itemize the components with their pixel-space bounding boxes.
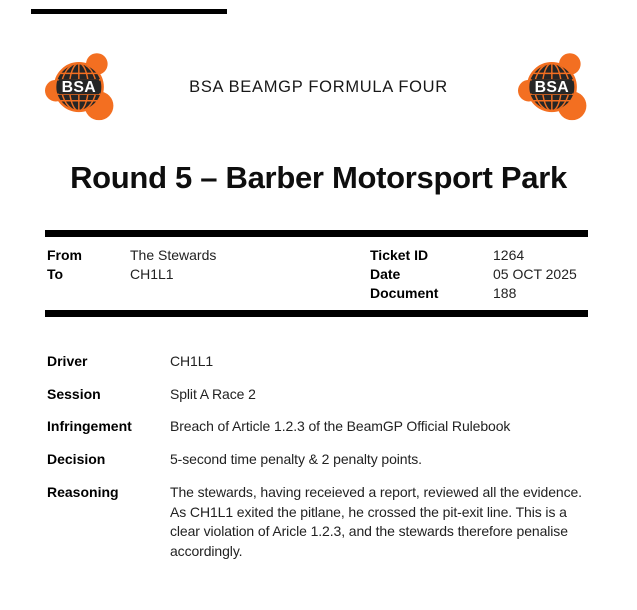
top-partial-rule (31, 9, 227, 14)
meta-label-document: Document (370, 285, 439, 301)
detail-value-reasoning: The stewards, having receieved a report, reviewed all the evidence. As CH1L1 exited the pitlane, he crossed the pit-exit line. This is a clear violation of Aricle 1.2.3, and the stewards therefore penalise accordingly. (170, 484, 582, 559)
meta-label-to: To (47, 266, 64, 282)
detail-label-decision: Decision (47, 451, 106, 467)
detail-label-infringement: Infringement (47, 418, 132, 434)
bsa-logo-text: BSA (534, 79, 570, 97)
meta-value-document: 188 (493, 285, 517, 301)
meta-value-from: The Stewards (130, 247, 217, 263)
bsa-logo-text: BSA (61, 79, 97, 97)
detail-value-infringement: Breach of Article 1.2.3 of the BeamGP Official Rulebook (170, 418, 511, 434)
bsa-logo-right-icon (518, 49, 590, 128)
detail-label-session: Session (47, 386, 101, 402)
meta-rule-bottom (45, 310, 588, 317)
meta-label-date: Date (370, 266, 401, 282)
meta-value-to: CH1L1 (130, 266, 174, 282)
meta-ticket-info (370, 246, 577, 303)
meta-value-ticket-id: 1264 (493, 247, 525, 263)
meta-rule-top (45, 230, 588, 237)
detail-value-driver: CH1L1 (170, 353, 214, 369)
detail-value-decision: 5-second time penalty & 2 penalty points. (170, 451, 422, 467)
detail-value-session: Split A Race 2 (170, 386, 256, 402)
page-title: Round 5 – Barber Motorsport Park (70, 160, 567, 195)
detail-label-reasoning: Reasoning (47, 484, 119, 500)
meta-label-from: From (47, 247, 82, 263)
meta-label-ticket-id: Ticket ID (370, 247, 429, 263)
meta-from-to (47, 246, 216, 284)
meta-value-date: 05 OCT 2025 (493, 266, 577, 282)
detail-label-driver: Driver (47, 353, 88, 369)
championship-title: BSA BEAMGP FORMULA FOUR (189, 78, 448, 96)
